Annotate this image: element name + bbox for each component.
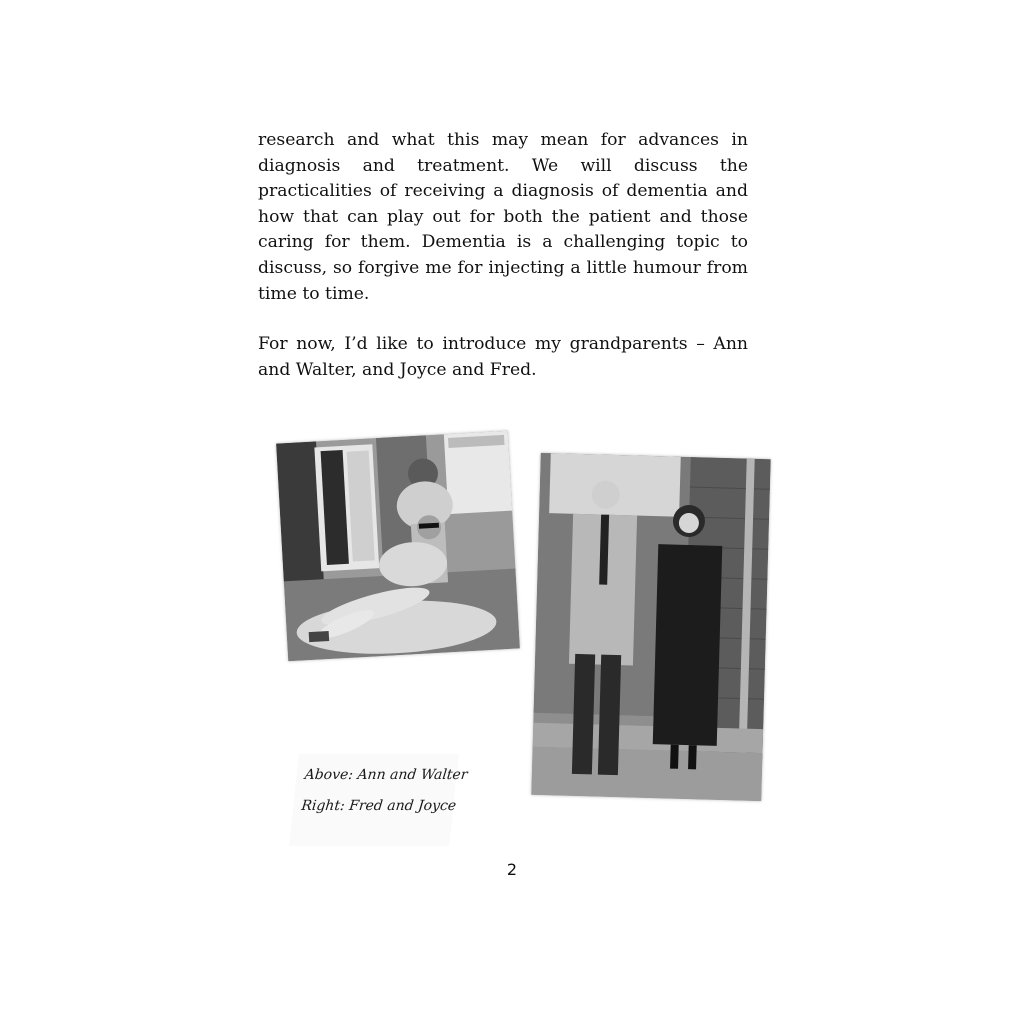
photo-fred-and-joyce — [531, 453, 770, 801]
paragraph-1: research and what this may mean for advances in diagnosis and treatment. We will discuss the practicalities of receiving a diagnosis of dementia and how that can play out for both the patient and those caring for them. Dementia is a challenging topic to discuss, so forgive me for injecting a little humour from time to time. — [258, 130, 748, 304]
caption-line-right: Right: Fred and Joyce — [300, 798, 457, 814]
photo-ann-and-walter — [276, 431, 520, 662]
page-number: 2 — [506, 860, 518, 879]
photo-caption — [289, 754, 469, 846]
caption-line-above: Above: Ann and Walter — [303, 767, 469, 783]
body-text — [258, 128, 748, 408]
paragraph-2: For now, I’d like to introduce my grandparents – Ann and Walter, and Joyce and Fred. — [258, 334, 748, 380]
